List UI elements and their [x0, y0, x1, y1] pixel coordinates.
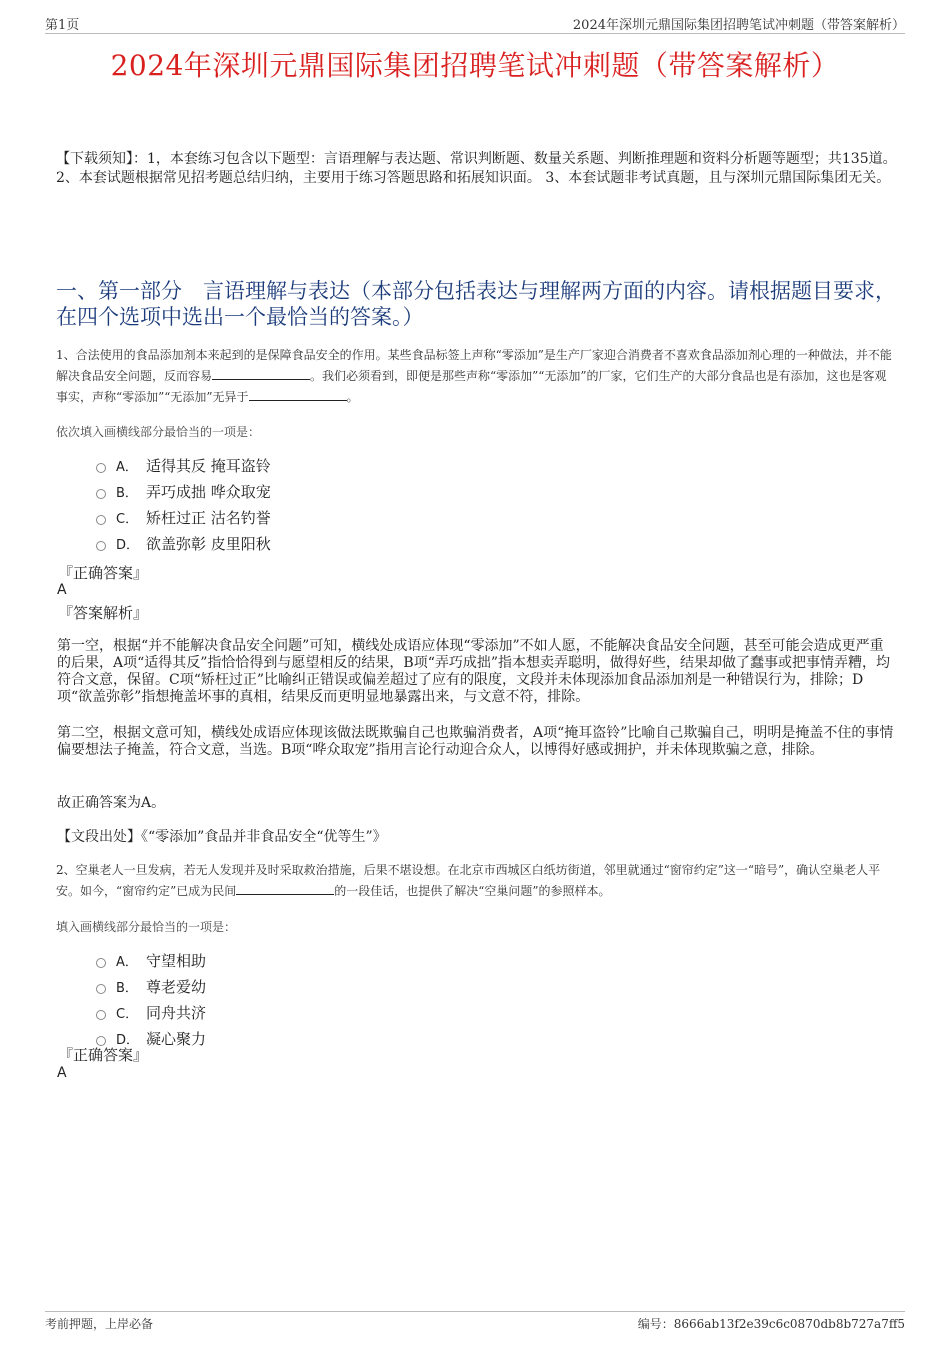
- question-1-prompt: 依次填入画横线部分最恰当的一项是：: [56, 425, 261, 439]
- footer-slogan: 考前押题，上岸必备: [45, 1317, 154, 1331]
- correct-answer: A: [57, 1065, 67, 1081]
- radio-button[interactable]: [96, 958, 106, 968]
- question-2-text-part2: 的一段佳话，也提供了解决“空巢问题”的参照样本。: [334, 884, 611, 898]
- option-b[interactable]: B． 弄巧成拙 哗众取宠: [96, 478, 271, 504]
- page-header: [45, 14, 905, 34]
- page-footer: [45, 1311, 905, 1331]
- document-id: 编号：8666ab13f2e39c6c0870db8b727a7ff5: [637, 1317, 905, 1331]
- radio-button[interactable]: [96, 1010, 106, 1020]
- header-doc-title: 2024年深圳元鼎国际集团招聘笔试冲刺题（带答案解析）: [572, 18, 905, 33]
- option-b[interactable]: B． 尊老爱幼: [96, 973, 206, 999]
- radio-button[interactable]: [96, 984, 106, 994]
- option-c[interactable]: C． 矫枉过正 沽名钓誉: [96, 504, 271, 530]
- radio-button[interactable]: [96, 489, 106, 499]
- question-1-text-part3: 。: [346, 390, 359, 404]
- question-2-text: [56, 860, 898, 902]
- correct-answer-label: 『正确答案』: [58, 564, 149, 582]
- question-2-text-part1: 2、空巢老人一旦发病，若无人发现并及时采取救治措施，后果不堪设想。在北京市西城区白纸坊街道，邻里就通过“窗帘约定”这一“暗号”，确认空巢老人平安。如今，“窗帘约定”已成为民间: [56, 863, 881, 898]
- radio-button[interactable]: [96, 541, 106, 551]
- question-2-prompt: 填入画横线部分最恰当的一项是：: [56, 920, 237, 934]
- answer-blank: [212, 368, 310, 380]
- option-d[interactable]: D． 凝心聚力: [96, 1025, 206, 1051]
- question-2-options: [96, 947, 206, 1051]
- document-title: 2024年深圳元鼎国际集团招聘笔试冲刺题（带答案解析）: [110, 49, 840, 82]
- option-a[interactable]: A． 适得其反 掩耳盗铃: [96, 452, 271, 478]
- radio-button[interactable]: [96, 463, 106, 473]
- section-heading: 一、第一部分 言语理解与表达（本部分包括表达与理解两方面的内容。请根据题目要求，在四个选项中选出一个最恰当的答案。）: [56, 279, 896, 329]
- question-1-text-part2: 。我们必须看到，即便是那些声称“零添加”“无添加”的厂家，它们生产的大部分食品也是有添加，这也是客观事实，声称“零添加”“无添加”无异于: [56, 369, 887, 404]
- source-citation: 【文段出处】《“零添加”食品并非食品安全“优等生”》: [57, 829, 387, 845]
- option-c[interactable]: C． 同舟共济: [96, 999, 206, 1025]
- question-1-options: [96, 452, 271, 556]
- option-a[interactable]: A． 守望相助: [96, 947, 206, 973]
- analysis-paragraph: 第二空，根据文意可知，横线处成语应体现该做法既欺骗自己也欺骗消费者，A项“掩耳盗铃”比喻自己欺骗自己，明明是掩盖不住的事情偏要想法子掩盖，符合文意，当选。B项“哗众取宠”指用言论行动迎合众人，以博得好感或拥护，并未体现欺骗之意，排除。: [57, 725, 894, 758]
- option-d[interactable]: D． 欲盖弥彰 皮里阳秋: [96, 530, 271, 556]
- download-notice: 【下载须知】：1，本套练习包含以下题型：言语理解与表达题、常识判断题、数量关系题、判断推理题和资料分析题等题型；共135道。 2、本套试题根据常见招考题总结归纳，主要用于练习答题思路和拓展知识面。 3、本套试题非考试真题，且与深圳元鼎国际集团无关。: [56, 151, 897, 186]
- question-1-text-part1: 1、合法使用的食品添加剂本来起到的是保障食品安全的作用。某些食品标签上声称“零添加”是生产厂家迎合消费者不喜欢食品添加剂心理的一种做法，并不能解决食品安全问题，反而容易: [56, 348, 892, 383]
- correct-answer-label: 『正确答案』: [58, 1046, 149, 1064]
- analysis-paragraph: 第一空，根据“并不能解决食品安全问题”可知，横线处成语应体现“零添加”不如人愿，不能解决食品安全问题，甚至可能会造成更严重的后果，A项“适得其反”指恰恰得到与愿望相反的结果，B项“弄巧成拙”指本想卖弄聪明，做得好些，结果却做了蠢事或把事情弄糟，均符合文意，保留。C项“矫枉过正”比喻纠正错误或偏差超过了应有的限度，文段并未体现添加食品添加剂是一种错误行为，排除；D项“欲盖弥彰”指想掩盖坏事的真相，结果反而更明显地暴露出来，与文意不符，排除。: [57, 638, 891, 705]
- analysis-conclusion: 故正确答案为A。: [57, 795, 166, 811]
- radio-button[interactable]: [96, 515, 106, 525]
- correct-answer: A: [57, 582, 67, 598]
- page-number: 第1页: [45, 18, 80, 33]
- answer-blank: [249, 389, 347, 401]
- question-1-text: [56, 345, 898, 408]
- analysis-label: 『答案解析』: [58, 604, 149, 622]
- answer-blank: [236, 883, 334, 895]
